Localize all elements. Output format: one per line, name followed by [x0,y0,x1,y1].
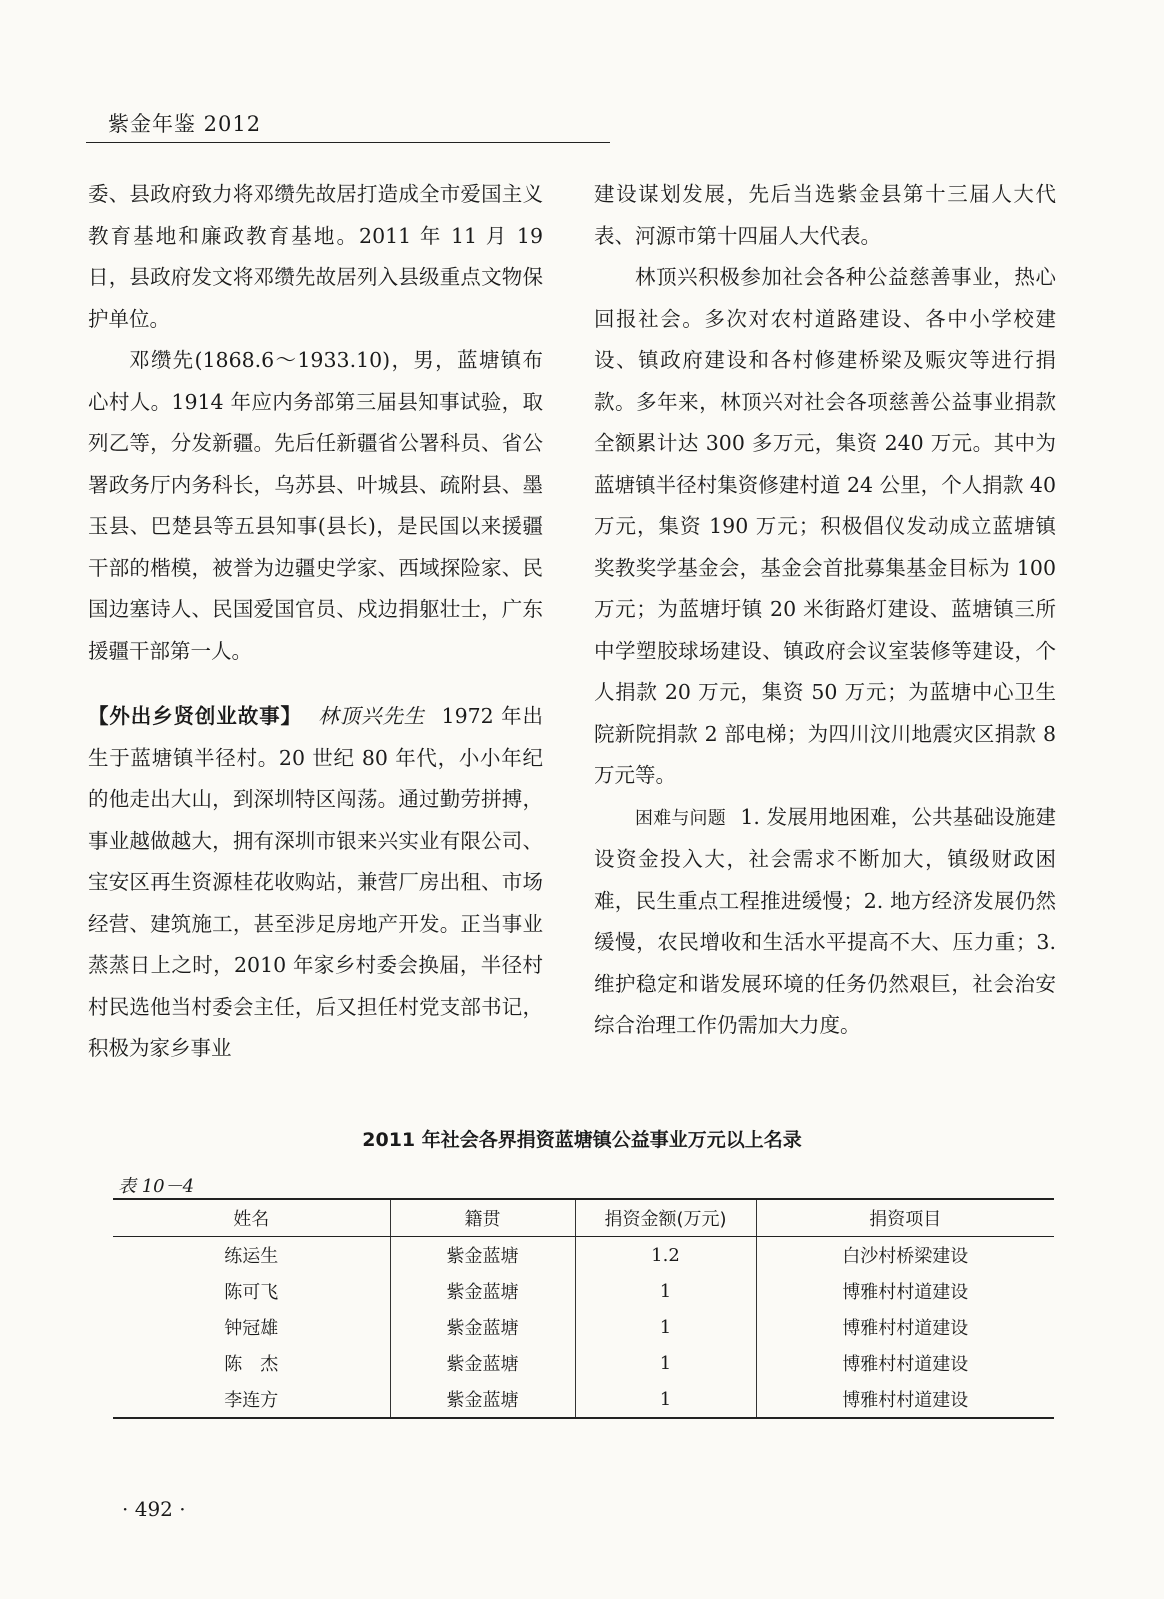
cell-amount: 1.2 [575,1237,756,1274]
problems-text: 1. 发展用地困难，公共基础设施建设资金投入大，社会需求不断加大，镇级财政困难，民生重点工程推进缓慢；2. 地方经济发展仍然缓慢，农民增收和生活水平提高不大、压力重；3. 维护稳定和谐发展环境的任务仍然艰巨，社会治安综合治理工作仍需加大力度。 [594,804,1057,1037]
cell-amount: 1 [575,1309,756,1345]
cell-name: 练运生 [224,1246,279,1267]
cell-amount: 1 [575,1381,756,1418]
section-heading: 【外出乡贤创业故事】 [88,704,302,728]
table-row [113,1273,1054,1309]
left-column [88,174,543,1070]
cell-project: 博雅村村道建设 [756,1273,1054,1309]
cell-origin: 紫金蓝塘 [390,1309,575,1345]
cell-amount: 1 [575,1273,756,1309]
right-paragraph-1: 建设谋划发展，先后当选紫金县第十三届人大代表、河源市第十四届人大代表。 [594,182,1056,248]
cell-name: 陈可飞 [224,1282,279,1303]
table-row [113,1381,1054,1418]
left-paragraph-1: 委、县政府致力将邓缵先故居打造成全市爱国主义教育基地和廉政教育基地。2011 年 11 月 19 日，县政府发文将邓缵先故居列入县级重点文物保护单位。 [88,182,543,331]
cell-name: 钟冠雄 [224,1318,279,1339]
table-header-row [113,1199,1054,1237]
cell-amount: 1 [575,1345,756,1381]
left-paragraph-3 [88,696,543,1070]
person-name: 林顶兴先生 [318,704,426,728]
paragraph-gap [88,672,543,696]
header-origin: 籍贯 [390,1199,575,1237]
problems-heading: 困难与问题 [635,807,726,829]
cell-project: 博雅村村道建设 [756,1309,1054,1345]
cell-origin: 紫金蓝塘 [390,1345,575,1381]
cell-origin: 紫金蓝塘 [390,1237,575,1274]
cell-name: 陈 杰 [224,1354,279,1375]
header-rule [86,142,610,143]
table-caption: 2011 年社会各界捐资蓝塘镇公益事业万元以上名录 [362,1129,802,1151]
table-row [113,1309,1054,1345]
table-label: 表 10－4 [118,1176,195,1197]
left-paragraph-3-text: 1972 年出生于蓝塘镇半径村。20 世纪 80 年代，小小年纪的他走出大山，到深圳特区闯荡。通过勤劳拼搏，事业越做越大，拥有深圳市银来兴实业有限公司、宝安区再生资源桂花收购站，兼营厂房出租、市场经营、建筑施工，甚至涉足房地产开发。正当事业蒸蒸日上之时，2010 年家乡村委会换届，半径村村民选他当村委会主任，后又担任村党支部书记，积极为家乡事业 [88,704,544,1060]
running-header: 紫金年鉴 2012 [108,112,262,136]
right-paragraph-3 [594,797,1056,1047]
header-name: 姓名 [113,1199,390,1237]
page-number: · 492 · [122,1497,186,1521]
cell-origin: 紫金蓝塘 [390,1381,575,1418]
header-project: 捐资项目 [756,1199,1054,1237]
cell-project: 博雅村村道建设 [756,1381,1054,1418]
cell-name: 李连方 [113,1381,390,1418]
cell-project: 博雅村村道建设 [756,1345,1054,1381]
cell-origin: 紫金蓝塘 [390,1273,575,1309]
header-amount: 捐资金额(万元) [575,1199,756,1237]
right-column [594,174,1056,1047]
cell-project: 白沙村桥梁建设 [756,1237,1054,1274]
right-paragraph-2: 林顶兴积极参加社会各种公益慈善事业，热心回报社会。多次对农村道路建设、各中小学校建设、镇政府建设和各村修建桥梁及赈灾等进行捐款。多年来，林顶兴对社会各项慈善公益事业捐款全额累计达 300 多万元，集资 240 万元。其中为蓝塘镇半径村集资修建村道 24 公里，个人捐款 40 万元，集资 190 万元；积极倡仪发动成立蓝塘镇奖教奖学基金会，基金会首批募集基金目标为 100 万元；为蓝塘圩镇 20 米街路灯建设、蓝塘镇三所中学塑胶球场建设、镇政府会议室装修等建设，个人捐款 20 万元，集资 50 万元；为蓝塘中心卫生院新院捐款 2 部电梯；为四川汶川地震灾区捐款 8 万元等。 [594,265,1056,787]
table-row [113,1345,1054,1381]
donor-table [113,1198,1054,1419]
left-paragraph-2: 邓缵先(1868.6～1933.10)，男，蓝塘镇布心村人。1914 年应内务部第三届县知事试验，取列乙等，分发新疆。先后任新疆省公署科员、省公署政务厅内务科长，乌苏县、叶城县、疏附县、墨玉县、巴楚县等五县知事(县长)，是民国以来援疆干部的楷模，被誉为边疆史学家、西域探险家、民国边塞诗人、民国爱国官员、戍边捐躯壮士，广东援疆干部第一人。 [88,348,543,663]
table-row [113,1237,1054,1274]
